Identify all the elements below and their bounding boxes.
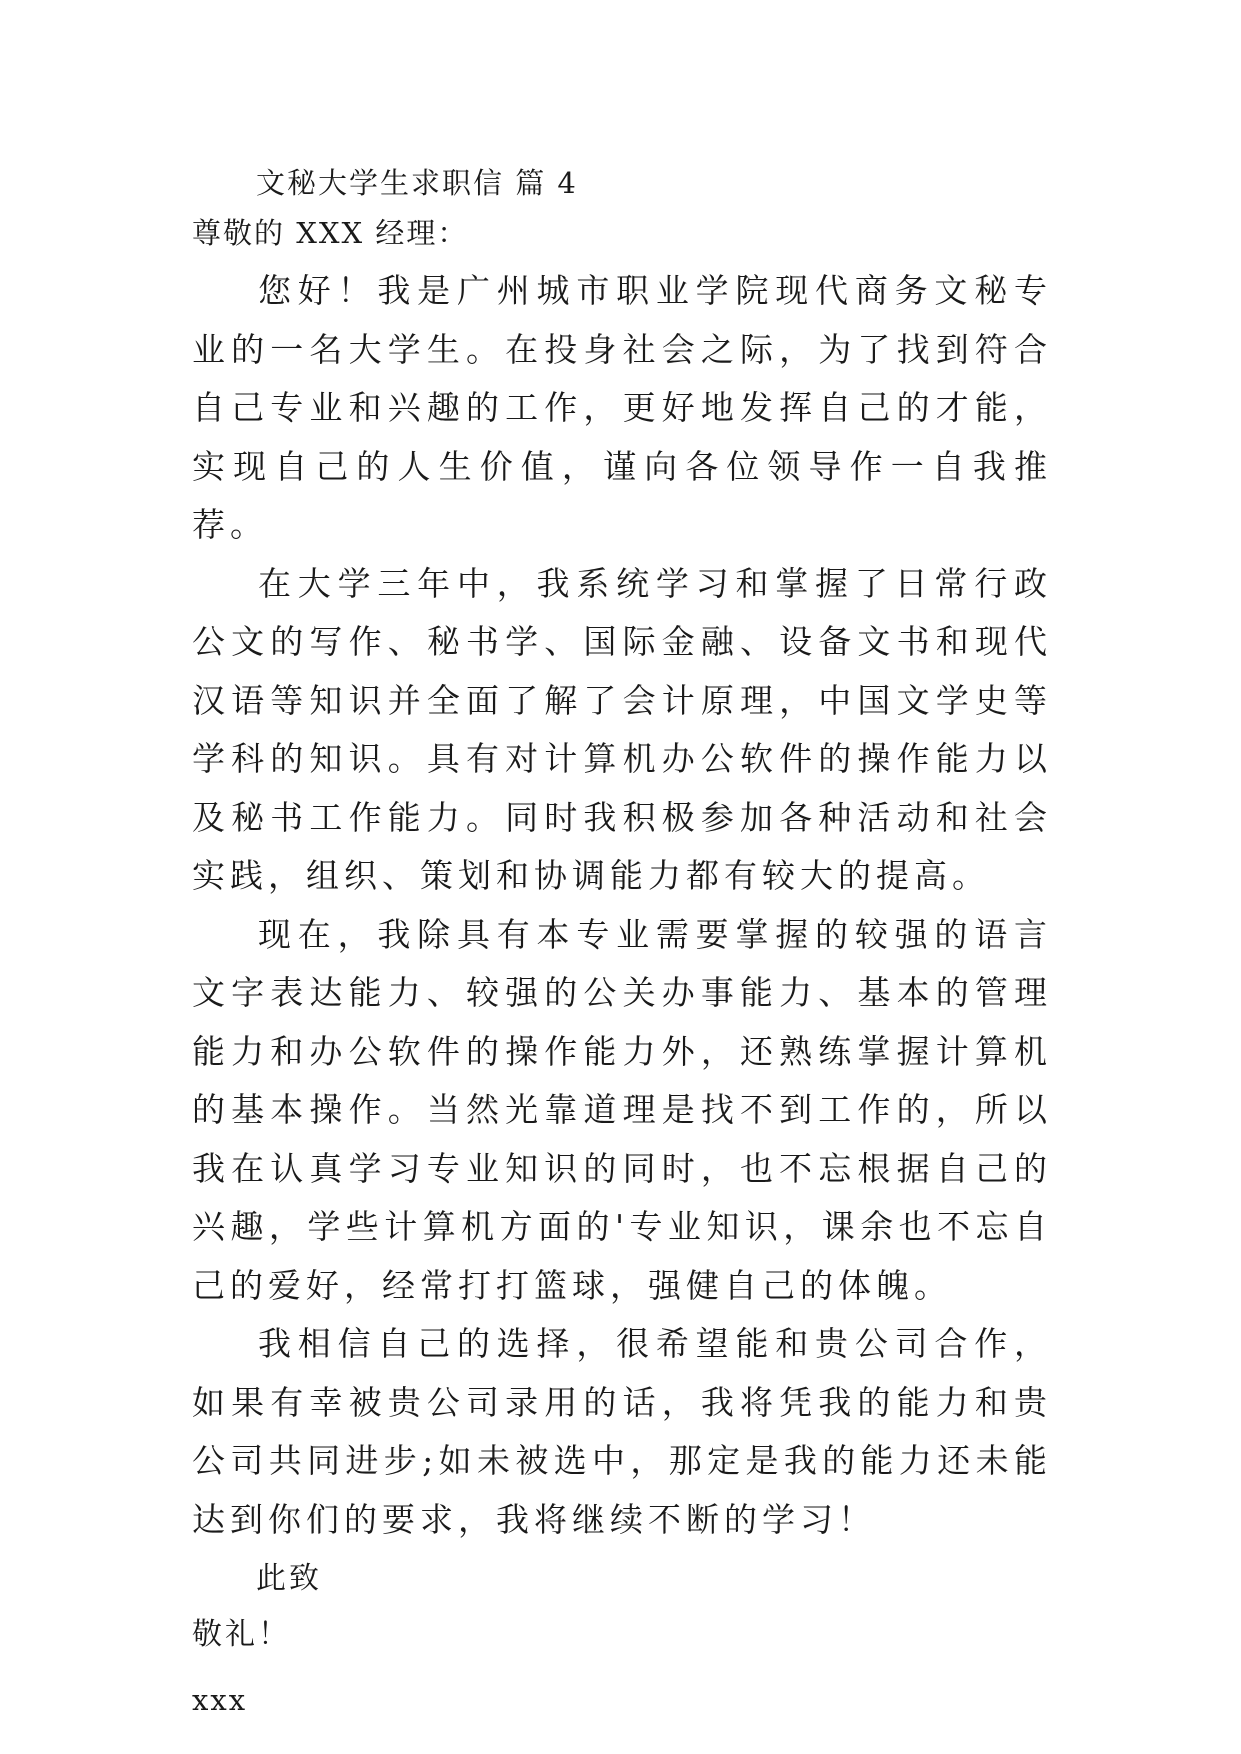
paragraph-education: 在大学三年中，我系统学习和掌握了日常行政公文的写作、秘书学、国际金融、设备文书和现代汉语等知识并全面了解了会计原理，中国文学史等学科的知识。具有对计算机办公软件的操作能力以及秘书工作能力。同时我积极参加各种活动和社会实践，组织、策划和协调能力都有较大的提高。	[192, 563, 1052, 895]
signature: xxx	[192, 1683, 248, 1717]
paragraph-skills: 现在，我除具有本专业需要掌握的较强的语言文字表达能力、较强的公关办事能力、基本的管理能力和办公软件的操作能力外，还熟练掌握计算机的基本操作。当然光靠道理是找不到工作的，所以我在认真学习专业知识的同时，也不忘根据自己的兴趣，学些计算机方面的'专业知识，课余也不忘自己的爱好，经常打打篮球，强健自己的体魄。	[192, 914, 1052, 1305]
paragraph-conclusion: 我相信自己的选择，很希望能和贵公司合作，如果有幸被贵公司录用的话，我将凭我的能力和贵公司共同进步;如未被选中，那定是我的能力还未能达到你们的要求，我将继续不断的学习！	[192, 1324, 1052, 1539]
paragraph-intro: 您好！我是广州城市职业学院现代商务文秘专业的一名大学生。在投身社会之际，为了找到符合自己专业和兴趣的工作，更好地发挥自己的才能，实现自己的人生价值，谨向各位领导作一自我推荐。	[192, 271, 1052, 544]
salutation: 尊敬的 XXX 经理：	[192, 216, 469, 250]
letter-title: 文秘大学生求职信 篇 4	[256, 166, 578, 200]
closing: 此致	[256, 1561, 322, 1596]
regards: 敬礼！	[192, 1617, 291, 1652]
letter-body	[192, 160, 1052, 1723]
